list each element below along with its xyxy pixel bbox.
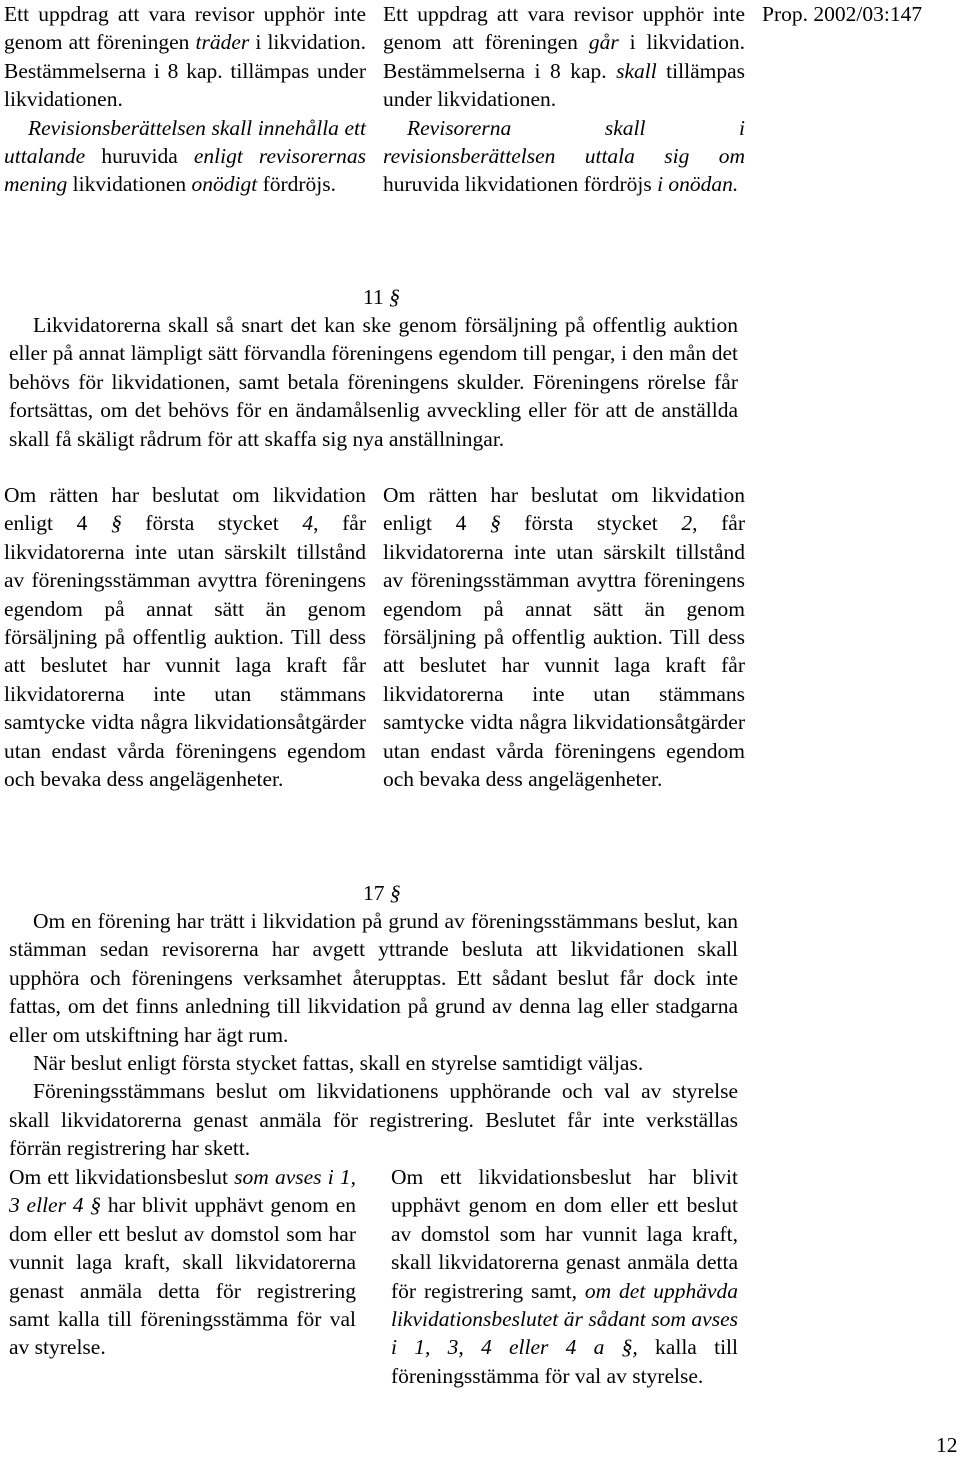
- italic-text: onödigt: [191, 172, 258, 197]
- paragraph: Om ett likvidationsbeslut som avses i 1, 3 eller 4 § har blivit upphävt genom en dom eller ett beslut av domstol som har vunnit laga kraft, skall likvidatorerna genast anmäla detta för registrering samt kalla till föreningsstämma för val av styrelse.: [9, 1165, 356, 1360]
- section-number: 11: [363, 285, 384, 309]
- section-symbol: §: [389, 881, 401, 905]
- paragraph: Om rätten har beslutat om likvidation enligt 4 § första stycket 2, får likvidatorerna inte utan särskilt tillstånd av föreningsstämman avyttra föreningens egendom på annat sätt än genom försäljning på offentlig auktion. Till dess att beslutet har vunnit laga kraft får likvidatorerna inte utan stämmans samtycke vidta några likvidationsåtgärder utan endast vårda föreningens egendom och bevaka dess angelägenheter.: [383, 483, 745, 792]
- italic-text: , om det upphävda likvidationsbeslutet är sådant som avses i 1, 3, 4 eller 4 a §,: [391, 1278, 738, 1360]
- right-column-block3: [391, 1163, 738, 1390]
- italic-text: i onödan.: [657, 172, 739, 197]
- paragraph: Revisionsberättelsen skall innehålla ett uttalande huruvida enligt revisorernas mening likvidationen onödigt fördröjs.: [4, 115, 366, 197]
- paragraph: Ett uppdrag att vara revisor upphör inte genom att föreningen träder i likvidation. Bestämmelserna i 8 kap. tillämpas under likvidationen.: [4, 2, 366, 112]
- left-column-block1: [4, 0, 366, 199]
- right-column-block1: [383, 0, 745, 199]
- paragraph: Revisorerna skall i revisionsberättelsen uttala sig om huruvida likvidationen fördröjs i onödan.: [383, 115, 745, 197]
- section-11-paragraph: Likvidatorerna skall så snart det kan ske genom försäljning på offentlig auktion eller på annat lämpligt sätt förvandla föreningens egendom till pengar, i den mån det behövs för likvidationen, samt betala föreningens skulder. Föreningens rörelse får fortsättas, om det behövs för en ändamålsenlig avveckling eller för att de anställda skall få skäligt rådrum för att skaffa sig nya anställningar.: [9, 313, 738, 451]
- italic-text: 4: [302, 511, 314, 536]
- left-column-block3: [9, 1163, 356, 1362]
- italic-text: går: [588, 30, 619, 55]
- italic-text: 2: [681, 511, 693, 536]
- italic-text: enligt revisorernas mening: [4, 144, 366, 197]
- left-column-block2: [4, 481, 366, 793]
- paragraph: Om rätten har beslutat om likvidation enligt 4 § första stycket 4, får likvidatorerna inte utan särskilt tillstånd av föreningsstämman avyttra föreningens egendom på annat sätt än genom försäljning på offentlig auktion. Till dess att beslutet har vunnit laga kraft får likvidatorerna inte utan stämmans samtycke vidta några likvidationsåtgärder utan endast vårda föreningens egendom och bevaka dess angelägenheter.: [4, 483, 366, 792]
- section-17-paragraph-2: När beslut enligt första stycket fattas, skall en styrelse samtidigt väljas.: [33, 1051, 644, 1076]
- paragraph: Om ett likvidationsbeslut har blivit upphävt genom en dom eller ett beslut av domstol som har vunnit laga kraft, skall likvidatorerna genast anmäla detta för registrering samt, om det upphävda likvidationsbeslutet är sådant som avses i 1, 3, 4 eller 4 a §, kalla till föreningsstämma för val av styrelse.: [391, 1165, 738, 1388]
- italic-text: §: [110, 511, 122, 536]
- italic-text: §: [489, 511, 501, 536]
- section-17-text: [9, 907, 738, 1163]
- section-11-heading: [363, 283, 400, 311]
- right-column-block2: [383, 481, 745, 793]
- section-11-text: [9, 311, 738, 453]
- italic-text: träder: [195, 30, 250, 55]
- section-17-paragraph-3: Föreningsstämmans beslut om likvidationens upphörande och val av styrelse skall likvidatorerna genast anmäla för registrering. Beslutet får inte verkställas förrän registrering har skett.: [9, 1079, 738, 1161]
- italic-text: Revisorerna skall i revisionsberättelsen uttala sig om: [383, 115, 745, 169]
- italic-text: som avses i 1, 3 eller 4 §: [9, 1165, 356, 1218]
- italic-text: Revisionsberättelsen skall innehålla ett uttalande: [4, 115, 366, 169]
- paragraph: Ett uppdrag att vara revisor upphör inte genom att föreningen går i likvidation. Bestämmelserna i 8 kap. skall tillämpas under likvidationen.: [383, 2, 746, 112]
- section-17-paragraph-1: Om en förening har trätt i likvidation på grund av föreningsstämmans beslut, kan stämman sedan revisorerna har avgett yttrande besluta att likvidationen skall upphöra och föreningens verksamhet återupptas. Ett sådant beslut får dock inte fattas, om det finns anledning till likvidation på grund av denna lag eller stadgarna eller om utskiftning har ägt rum.: [9, 909, 738, 1047]
- section-number: 17: [363, 881, 385, 905]
- section-symbol: §: [389, 285, 400, 309]
- proposition-number: Prop. 2002/03:147: [762, 2, 923, 26]
- section-17-heading: [363, 879, 401, 907]
- italic-text: skall: [616, 58, 657, 83]
- page-number: 12: [936, 1433, 958, 1457]
